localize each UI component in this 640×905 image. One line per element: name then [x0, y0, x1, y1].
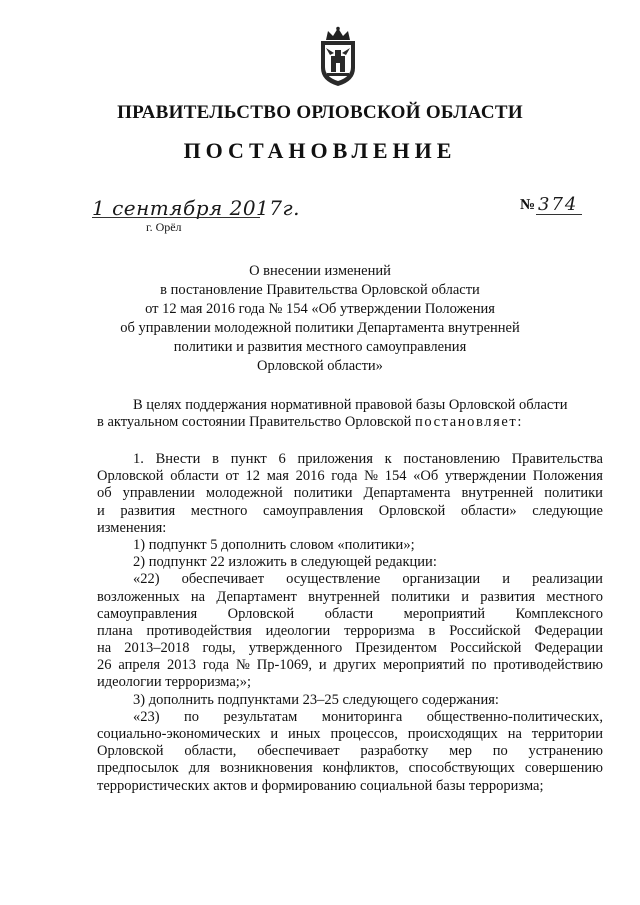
word: по: [492, 743, 508, 760]
word: политики: [391, 588, 450, 605]
word: реализации: [532, 571, 603, 588]
word: развития: [480, 588, 536, 605]
word: возложенных: [97, 588, 180, 605]
paragraph-1: [97, 451, 603, 795]
word: молодежной: [205, 485, 283, 502]
quote-line: [97, 606, 603, 623]
word: 12: [245, 468, 260, 485]
word: терроризма: [344, 622, 415, 639]
word: в: [428, 622, 436, 639]
paragraph-line: [97, 485, 603, 502]
word: предпосылок: [97, 760, 179, 777]
word: результатам: [223, 708, 298, 725]
paragraph-line: изменения:: [97, 519, 167, 536]
quote-line: [97, 743, 603, 760]
word: области: [170, 468, 219, 485]
paragraph-line: [97, 451, 603, 468]
title-line: от 12 мая 2016 года № 154 «Об утверждении Положения: [145, 301, 495, 317]
word: области: [324, 605, 374, 622]
preamble: [97, 397, 603, 431]
title-line: об управлении молодежной политики Департамента внутренней: [120, 320, 520, 336]
word: других: [333, 657, 377, 674]
word: Орловской: [97, 743, 164, 760]
word: года: [202, 657, 230, 674]
word: утверждении: [444, 468, 527, 485]
word: на: [190, 588, 206, 605]
word: Правительства: [511, 451, 603, 467]
word: для: [188, 760, 210, 777]
word: приложения: [297, 451, 373, 467]
word: и: [502, 571, 511, 588]
coat-of-arms-icon: [316, 26, 360, 88]
preamble-line: В целях поддержания нормативной правовой базы Орловской области: [133, 397, 568, 413]
word: 6: [278, 451, 286, 467]
word: «Об: [413, 468, 439, 485]
word: совершению: [524, 760, 603, 777]
word: Орловской: [378, 502, 446, 519]
handwritten-date: 1 сентября 2017г.: [92, 196, 300, 220]
paragraph-line: [97, 468, 603, 485]
word: Положения: [532, 468, 603, 485]
word: Орловской: [227, 605, 295, 622]
word: мероприятий: [403, 605, 485, 622]
word: политики: [544, 485, 603, 502]
document-title: [0, 262, 640, 376]
word: области,: [184, 743, 237, 760]
word: конфликтов,: [322, 760, 399, 777]
word: постановлению: [403, 451, 500, 467]
word: в: [212, 451, 220, 467]
word: Орловской: [97, 468, 164, 485]
word: 154: [384, 468, 407, 485]
word: самоуправления: [97, 605, 198, 622]
organization-name: ПРАВИТЕЛЬСТВО ОРЛОВСКОЙ ОБЛАСТИ: [117, 102, 523, 123]
word: на: [97, 640, 112, 657]
word: процессов,: [330, 726, 398, 742]
word: социально-экономических: [97, 726, 261, 742]
word: противодействию: [493, 657, 603, 674]
word: №: [364, 468, 379, 485]
word: внутренней: [461, 485, 534, 502]
handwritten-number: 374: [538, 194, 579, 215]
word: апреля: [118, 657, 161, 674]
resolves-word: постановляет:: [415, 414, 523, 431]
word: области»: [460, 502, 517, 519]
word: мероприятий: [383, 657, 465, 674]
word: управлении: [122, 485, 195, 502]
word: Президентом: [355, 640, 437, 657]
word: осуществление: [286, 571, 381, 588]
word: Федерации: [534, 640, 603, 657]
word: самоуправления: [262, 502, 364, 519]
title-line: в постановление Правительства Орловской области: [160, 282, 480, 298]
title-line: политики и развития местного самоуправления: [173, 339, 467, 355]
word: и: [318, 657, 327, 674]
word: внутренней: [308, 588, 380, 605]
word: на: [507, 726, 522, 742]
word: противодействия: [146, 622, 252, 639]
word: и: [461, 588, 469, 605]
word: способствующих: [408, 760, 515, 777]
quote-line: [97, 657, 603, 674]
quote-line: идеологии терроризма;»;: [97, 674, 252, 691]
word: утвержденного: [248, 640, 343, 657]
word: плана: [97, 622, 133, 639]
quote-line: [97, 726, 603, 743]
city-label: г. Орёл: [146, 220, 182, 234]
word: и: [270, 726, 279, 742]
word: Комплексного: [515, 605, 603, 622]
word: разработку: [360, 743, 429, 760]
word: идеологии: [265, 622, 331, 639]
quote-line: [97, 709, 603, 726]
date-underline: [92, 217, 260, 218]
word: устранению: [528, 743, 603, 760]
word: местного: [190, 502, 248, 519]
word: годы,: [202, 640, 236, 657]
quote-line: [97, 640, 603, 657]
word: организации: [402, 571, 481, 588]
subpoint-1: 1) подпункт 5 дополнить словом «политики»;: [133, 536, 415, 553]
quote-line: [97, 589, 603, 606]
word: мер: [449, 743, 472, 760]
subpoint-3: 3) дополнить подпунктами 23–25 следующего содержания:: [133, 691, 499, 708]
word: и: [97, 502, 105, 519]
word: пункт: [230, 451, 267, 467]
title-line: Орловской области»: [257, 358, 383, 374]
quote-line: террористических актов и формированию социальной базы терроризма;: [97, 777, 544, 794]
word: мониторинга: [321, 708, 403, 725]
word: об: [97, 485, 112, 502]
quote-line: [97, 571, 603, 588]
document-type: ПОСТАНОВЛЕНИЕ: [183, 138, 457, 163]
subpoint-2: 2) подпункт 22 изложить в следующей редакции:: [133, 554, 437, 571]
word: Департамент: [216, 588, 297, 605]
word: Российской: [449, 622, 521, 639]
number-underline: [536, 214, 582, 215]
quote-line: [97, 623, 603, 640]
word: «23): [133, 708, 160, 725]
word: территории: [531, 726, 603, 742]
word: №: [236, 657, 250, 674]
word: «22): [133, 571, 160, 588]
word: 2013–2018: [124, 640, 190, 657]
word: 26: [97, 657, 112, 674]
paragraph-line: [97, 503, 603, 520]
word: к: [384, 451, 392, 467]
word: по: [471, 657, 487, 674]
word: мая: [266, 468, 289, 485]
word: развития: [120, 502, 176, 519]
preamble-text: в актуальном состоянии Правительство Орловской: [97, 414, 416, 431]
word: следующие: [532, 502, 603, 519]
word: обеспечивает: [181, 571, 265, 588]
word: Федерации: [534, 622, 603, 639]
preamble-line: [97, 414, 603, 431]
quote-line: [97, 760, 603, 777]
word: иных: [288, 726, 321, 742]
word: 2013: [166, 657, 196, 674]
word: Российской: [449, 640, 522, 657]
word: местного: [546, 588, 603, 605]
number-label: №: [520, 197, 536, 213]
word: политики: [293, 485, 353, 502]
word: происходящих: [407, 726, 498, 742]
word: 2016: [295, 468, 325, 485]
word: года: [331, 468, 358, 485]
word: общественно-политических,: [426, 708, 603, 725]
word: Внести: [155, 451, 201, 467]
word: Департамента: [363, 485, 451, 502]
word: обеспечивает: [257, 743, 340, 760]
title-line: О внесении изменений: [249, 263, 391, 279]
word: 1.: [133, 451, 144, 467]
word: возникновения: [219, 760, 313, 777]
word: от: [225, 468, 239, 485]
word: по: [184, 708, 200, 725]
word: Пр-1069,: [256, 657, 312, 674]
